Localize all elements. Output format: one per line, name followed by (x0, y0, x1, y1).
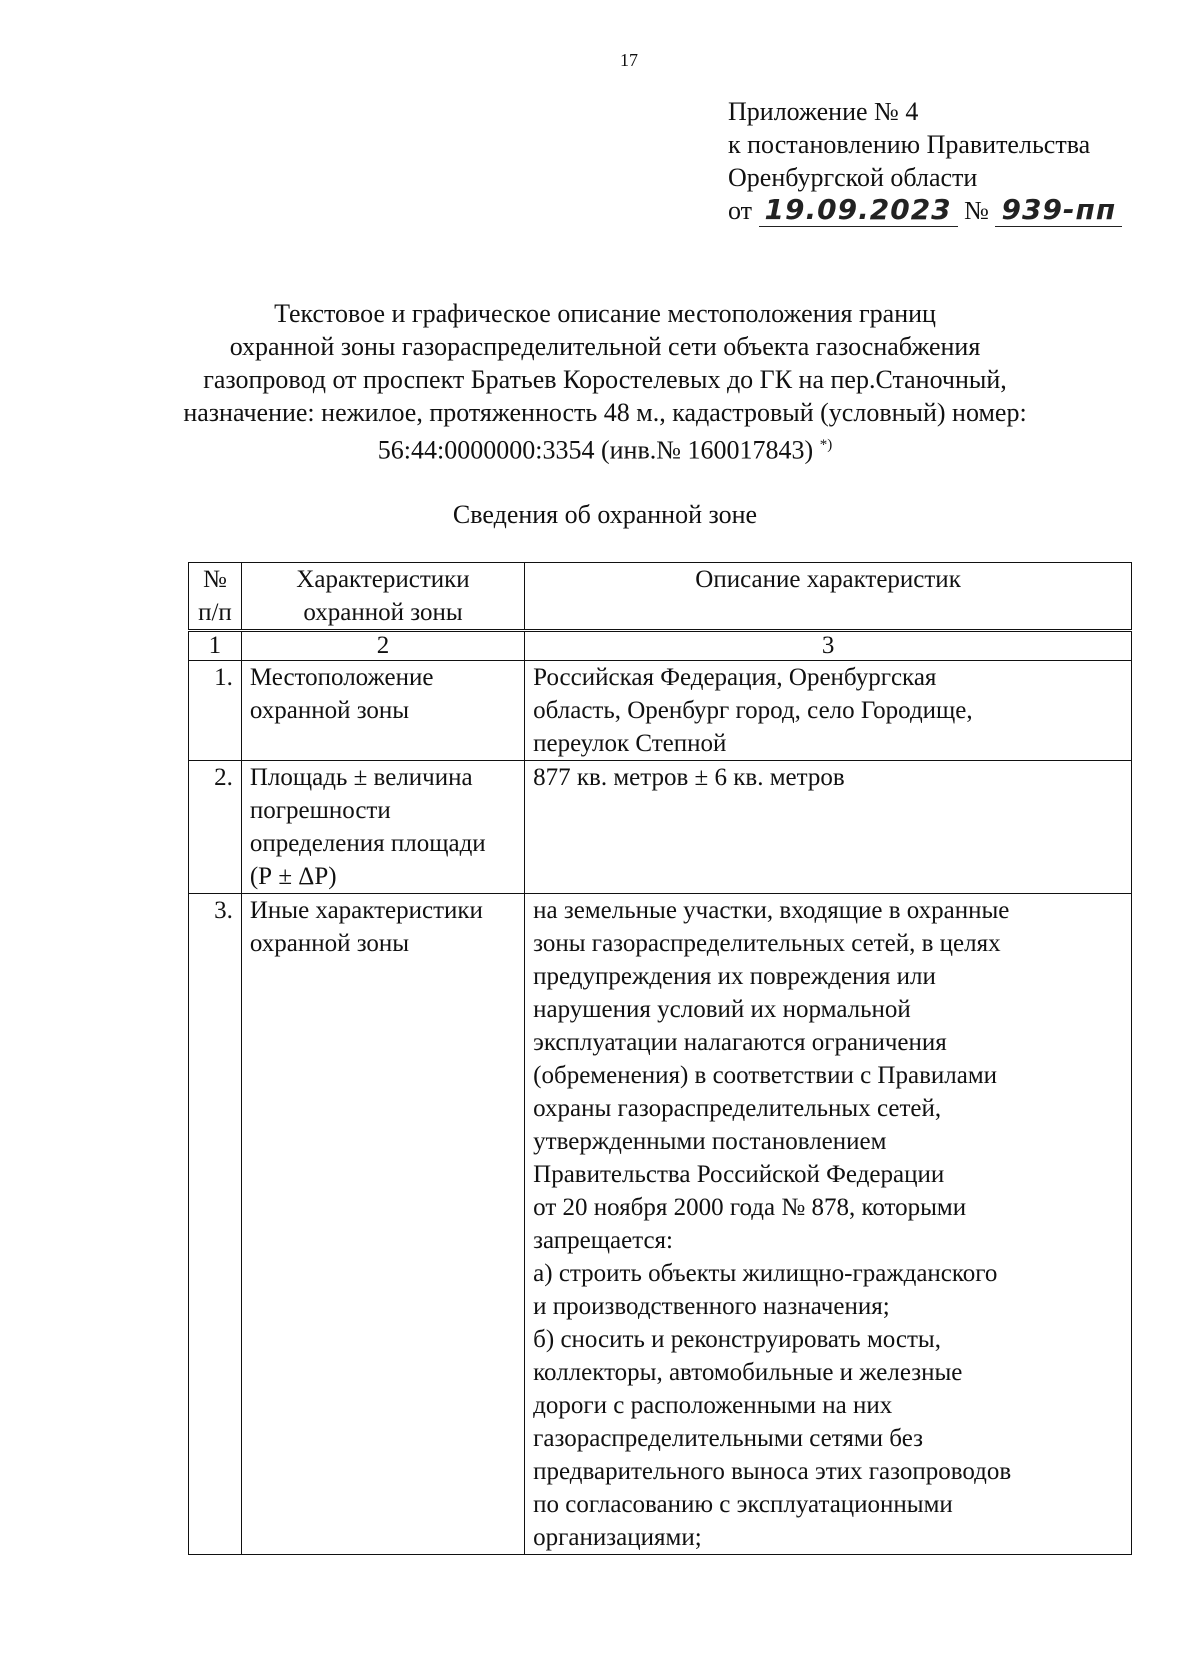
appendix-region: Оренбургской области (728, 163, 978, 192)
header-description: Описание характеристик (525, 563, 1132, 631)
from-label: от (728, 196, 753, 225)
index-cell-1: 1 (189, 631, 242, 661)
header-num: № п/п (189, 563, 242, 631)
index-cell-2: 2 (241, 631, 524, 661)
appendix-date-row (728, 194, 1122, 227)
row-num: 1. (189, 661, 242, 761)
appendix-block (728, 95, 1122, 227)
row-num: 2. (189, 761, 242, 894)
title-line-5: 56:44:0000000:3354 (инв.№ 160017843) (377, 435, 814, 465)
title-line-3: газопровод от проспект Братьев Коростелевых до ГК на пер.Станочный, (203, 365, 1007, 394)
number-label: № (964, 196, 989, 225)
row-description: на земельные участки, входящие в охранные зоны газораспределительных сетей, в целях предупреждения их повреждения или нарушения условий их нормальной эксплуатации налагаются ограничения (обременения) в соответствии с Правилами охраны газораспределительных сетей, утвержденными постановлением Правительства Российской Федерации от 20 ноября 2000 года № 878, которыми запрещается: а) строить объекты жилищно-гражданского и производственного назначения; б) сносить и реконструировать мосты, коллекторы, автомобильные и железные дороги с расположенными на них газораспределительными сетями без предварительного выноса этих газопроводов по согласованию с эксплуатационными организациями; (525, 894, 1132, 1555)
zone-table (188, 562, 1132, 1555)
table-row (189, 661, 1132, 761)
section-subtitle: Сведения об охранной зоне (452, 500, 758, 529)
row-characteristic: Площадь ± величина погрешности определения площади (Р ± ΔР) (241, 761, 524, 894)
title-line-2: охранной зоны газораспределительной сети объекта газоснабжения (229, 332, 981, 361)
handwritten-number: 939-пп (995, 193, 1122, 227)
title-line-1: Текстовое и графическое описание местоположения границ (274, 299, 936, 328)
table-header-row (189, 563, 1132, 631)
row-characteristic: Иные характеристики охранной зоны (241, 894, 524, 1555)
appendix-title: Приложение № 4 (728, 97, 919, 126)
title-line-5-wrap (150, 429, 1060, 467)
table-index-row (189, 631, 1132, 661)
row-characteristic: Местоположение охранной зоны (241, 661, 524, 761)
header-characteristic: Характеристики охранной зоны (241, 563, 524, 631)
row-description: 877 кв. метров ± 6 кв. метров (525, 761, 1132, 894)
footnote-mark: *) (819, 437, 833, 453)
row-description: Российская Федерация, Оренбургская область, Оренбург город, село Городище, переулок Степной (525, 661, 1132, 761)
index-cell-3: 3 (525, 631, 1132, 661)
table-row (189, 761, 1132, 894)
document-title (150, 297, 1060, 467)
title-line-4: назначение: нежилое, протяженность 48 м., кадастровый (условный) номер: (183, 398, 1027, 427)
appendix-resolution: к постановлению Правительства (728, 130, 1091, 159)
page-number: 17 (620, 50, 638, 70)
table-row (189, 894, 1132, 1555)
row-num: 3. (189, 894, 242, 1555)
handwritten-date: 19.09.2023 (759, 193, 958, 227)
